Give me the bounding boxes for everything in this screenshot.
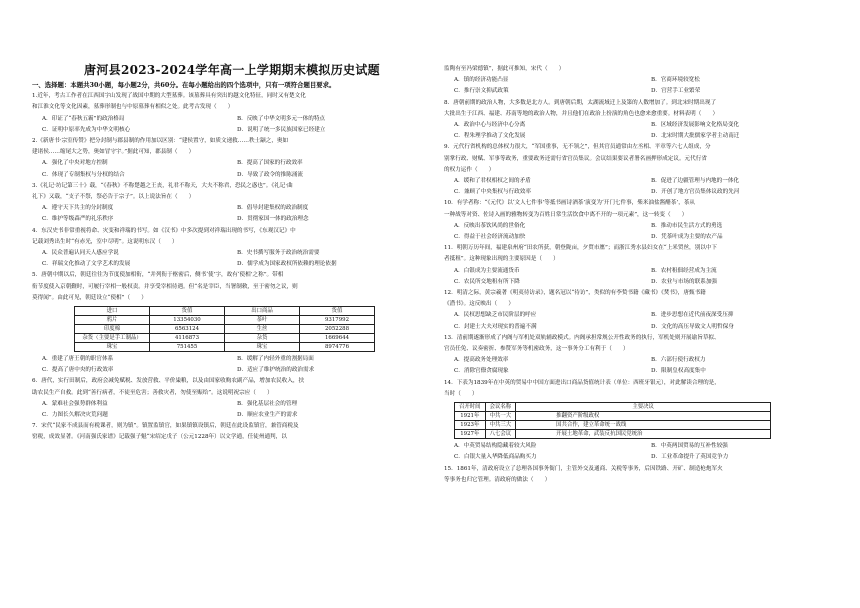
table-cell: 751455	[150, 343, 225, 352]
table-cell: 1669644	[300, 334, 375, 343]
question-line: 建诸侯……缩尾大之势，奥如冒守宇。”据此可知，郡县制（ ）	[32, 149, 195, 156]
question-line: 者抵租”。这种现象出现的主要原因是（ ）	[444, 256, 559, 263]
question-line: 记载刘秀出生时“有赤光，室中尽明”。这说明东汉（ ）	[32, 238, 178, 245]
option: A．民众普遍认同天人感应学说	[42, 250, 119, 257]
table-header-row	[455, 403, 771, 412]
table-cell: 中共三大	[485, 421, 516, 430]
options-group	[444, 120, 848, 142]
options-group	[444, 310, 848, 332]
option: D．说明了统一多民族国家已经建立	[237, 126, 326, 133]
option: C．力图长久解决灾荒问题	[42, 412, 108, 419]
q6-options	[32, 399, 432, 421]
table-cell: 珠宝	[75, 343, 150, 352]
question-line: 和江淮文化等文化因素，墓葬形制也与中原墓葬有相似之处。此考古发现（ ）	[32, 104, 234, 111]
option: B．提高了国家的行政效率	[237, 160, 303, 167]
table-header-cell: 进口	[75, 307, 150, 316]
question-line: 2.《新唐书·宗室传赞》把分封制与郡县制的作用加以区别：“建侯置守，如质文递救……秩士颛之，奥如	[32, 138, 289, 145]
question-line: 8．唐朝前期的政治人物，大多数是北方人。到唐朝后期，太湖流域迁上及第的人数增加了。到北宋时期出现了	[444, 99, 717, 106]
table-cell: 国共合作，建立革命统一战线	[516, 421, 771, 430]
table-cell: 6563124	[150, 325, 225, 334]
option: C．提高了唐中央的行政效率	[42, 367, 114, 374]
table-row	[75, 316, 375, 325]
table-header-cell: 货值	[150, 307, 225, 316]
meeting-table	[454, 402, 771, 439]
question-line: 监陶有至冯梁德镇”，据此可推知，宋代（ ）	[444, 66, 565, 72]
option: A．民权思想缺乏市民阶层的呼应	[454, 312, 537, 319]
option: B．中英两国贸易的互补性较强	[651, 443, 728, 450]
table-cell: 2052288	[300, 325, 375, 334]
table-cell: 4116873	[150, 334, 225, 343]
question-line: 大批出生于江西、福建、苏南等地的政治人物，并且他们在政治上扮演的角色也愈来愈重要。材料表明（ ）	[444, 110, 719, 117]
table-row	[455, 421, 771, 430]
table-cell: 1927年	[455, 430, 486, 439]
table-cell: 鸦片	[75, 316, 150, 325]
option: D．贯彻家国一体的政治理念	[237, 216, 309, 223]
option: B．强化基层社会的管理	[237, 400, 298, 407]
table-row	[75, 325, 375, 334]
question-line: 的权力运作（ ）	[444, 166, 495, 173]
table-cell: 1923年	[455, 421, 486, 430]
question-line: 10．有学者称：“《元代》以‘文人七件事’等抵书画诗酒茶’演变为‘开门七件事，柴米油盐酱醋茶’，茶从	[444, 200, 696, 207]
trade-table	[74, 306, 375, 352]
option: D．北宋时期大批儒家学者主动南迁	[651, 133, 740, 140]
question-line: 官员任免、议奏密折、参赞军务等机密政务，这一事务分工有利于（ ）	[444, 346, 629, 353]
q5-options	[32, 354, 432, 376]
question-line: 当时（ ）	[444, 390, 478, 397]
options-group	[32, 114, 432, 136]
option: C．得益于社会经济流动加快	[454, 234, 526, 241]
question-line: 13．清前期遂渐形成了内阁与军机处双轨辅政模式。内阁承担常规公开性政务的执行，军机处则开展谕旨草拟、	[444, 334, 720, 341]
option: B．进步思想在近代前夜深受压抑	[651, 312, 734, 319]
option: A．提高政务处理效率	[454, 357, 509, 364]
option: B．反映了中华文明多元一体的特点	[237, 115, 326, 122]
option: B．官商环境较宽松	[651, 77, 700, 84]
table-cell: 13354030	[150, 316, 225, 325]
question-line: 助农民生产自救。此到“善行病者，不徒至危害；善救灾者，勿使至赈给”。这说明祝宗应（ ）	[32, 389, 273, 396]
option: C．兼顾了中央集权与行政效率	[454, 189, 531, 196]
option: B．倡导封建集权的政治制度	[237, 205, 309, 212]
question-line: 5．唐朝中期以后，朝廷往往为节度使加相衔，“并列衔于枢密后，侧书‘使’字，故有‘使相’之称”。带相	[32, 272, 284, 279]
left-column	[32, 65, 432, 444]
option: B．史书撰写服务于政治统治需要	[237, 250, 320, 257]
table-cell: 9317992	[300, 316, 375, 325]
question-line: 礼下》又载，“支子不祭，祭必告于宗子”。以上说法旨在（ ）	[32, 194, 195, 201]
table-cell: 印度棉	[75, 325, 150, 334]
option: D．凭茶叶成为主要的农产品	[651, 234, 723, 241]
options-group	[32, 248, 432, 270]
option: A．蒙难社会强势群体利益	[42, 400, 108, 407]
table-cell: 开展土地革命，武装反抗国民党统治	[516, 430, 771, 439]
table-cell: 杂货（主要是手工制品）	[75, 334, 150, 343]
left-question-list	[32, 91, 432, 304]
question-line: 7．宋代“民家不成县而有税课者，则为镇”。镇置监镇官，如果镇镇设镇后，朝廷在此设监镇官，兼管商税及	[32, 423, 299, 430]
option: D．顺应农业生产的需求	[237, 412, 298, 419]
options-group	[444, 266, 848, 288]
question-line: 3.《礼记·坊记第三十》载，“《春秋》不称楚越之王丧，礼君不称天，大夫不称君，恐民之惑也”。《礼记·曲	[32, 182, 293, 189]
right-column	[444, 64, 848, 486]
option: C．证明中原率先成为中华文明核心	[42, 126, 131, 133]
option: B．缓解了内轻外重的割据局面	[237, 356, 314, 363]
option: D．官营手工业繁荣	[651, 88, 701, 95]
option: D．文化的高压导致文人明哲保身	[651, 323, 734, 330]
table-cell: 8974776	[300, 343, 375, 352]
table-cell: 1921年	[455, 412, 486, 421]
table-header-cell: 召开时间	[455, 403, 486, 412]
option: C．体现了专制集权与分权的结合	[42, 171, 125, 178]
option: A．白银成为主要流通货币	[454, 267, 520, 274]
option: C．程朱理学推动了文化发展	[454, 133, 526, 140]
option: D．开创了地方官员集体议政的先河	[651, 189, 740, 196]
table-cell: 茶叶	[225, 316, 300, 325]
option: B．推动市民生活方式的勇选	[651, 222, 723, 229]
question-line: 4．东汉史书非常重视将命、灾变和祥瑞的书写。如《汉书》中多次提到对祥瑞出现的书写，《东观汉记》中	[32, 227, 296, 234]
table-cell: 杂货	[225, 334, 300, 343]
option: D．工业革命提升了英国竞争力	[651, 454, 729, 461]
option: C．祥瑞文化推动了文学艺术的发展	[42, 261, 131, 268]
option: A．反映出茶饮风尚的世俗化	[454, 222, 526, 229]
question-line: 9．元代行省机构的总体权力很大，“军国重事，无不领之”，但其官员通常由左丞相、平章等六七人组成，分	[444, 144, 711, 151]
question-line: 6．唐代，实行田制后，政府会减免赋税、发放营救、平价粜粮，以及由国家收购农副产品，增加农民收入，扶	[32, 378, 305, 385]
option: C．推行崇文抑武政策	[454, 88, 509, 95]
option: A．镇的经济功能凸显	[454, 77, 509, 84]
options-group	[444, 221, 848, 243]
question-line: 15．1861年，清政府设立了总理各国事务衙门，主管外交及通商、关税等事务，后因铁路、开矿、制造枪炮军火	[444, 465, 723, 472]
option: A．缓和了君权相权之间的矛盾	[454, 178, 531, 185]
option: C．消除官僚贪腐现象	[454, 368, 509, 375]
table-cell: 生丝	[225, 325, 300, 334]
option: C．农民所交地租有所下降	[454, 278, 520, 285]
options-group	[32, 203, 432, 225]
table-row	[455, 430, 771, 439]
table-header-row	[75, 307, 375, 316]
table-cell: 中共一大	[485, 412, 516, 421]
option: B．促进了边疆管理与内地的一体化	[651, 178, 740, 185]
option: A．中英贸易结构隐藏着较大风险	[454, 443, 537, 450]
question-line: 12．明清之际，黄宗羲著《明夷待访录》，题名冠以“待访”，类似的有李贽书籍《藏书》《焚书》，唐甄书籍	[444, 290, 706, 297]
question-line: 11．明朝万历年间，福建泉州府“田农所获，朝登陇亩，夕贸市廛”；而浙江秀水县妇女在“上米贸丝，别以中下	[444, 245, 718, 252]
option: D．限制皇权高度集中	[651, 368, 706, 375]
right-question-list	[444, 64, 848, 400]
table-header-cell: 货值	[300, 307, 375, 316]
options-group	[32, 158, 432, 180]
table-header-cell: 会议名称	[485, 403, 516, 412]
question-line: 窑税，成效显著。《河南强氏家谱》记载强子魁“宋绍定戊子（公元1228年）以文学通，任徒州通判，以	[32, 434, 287, 441]
option: A．重建了唐王朝的职官体系	[42, 356, 114, 363]
options-group	[444, 75, 848, 97]
question-line: 等事务也归它管理。清政府的做法（ ）	[444, 476, 551, 483]
options-group	[444, 176, 848, 198]
q14-options	[444, 441, 848, 463]
option: B．六部行使行政权力	[651, 357, 706, 364]
option: D．导致了政令的推陈涌流	[237, 171, 304, 178]
table-cell: 珠宝	[225, 343, 300, 352]
option: A．强化了中央对地方控制	[42, 160, 108, 167]
question-line: 别掌行政、财赋、军事等政务，重要政务还需行省官员集议。会议结果要议者署名画押形成定议。元代行省	[444, 155, 707, 162]
option: A．政治中心与经济中心分离	[454, 122, 526, 129]
option: C．白银大量入华降低商品购买力	[454, 454, 537, 461]
table-cell: 八七会议	[485, 430, 516, 439]
option: C．封建士大夫对现实的普遍不满	[454, 323, 537, 330]
option: B．区域经济发展影响文化格局变化	[651, 122, 740, 129]
table-row	[75, 334, 375, 343]
option: D．农业与市场的联系加强	[651, 278, 718, 285]
question-line: 1.近年，考古工作者在江西国字山发现了战国中期的大型墓葬。该墓葬具有突出的越文化特征，同时又有楚文化	[32, 93, 306, 100]
options-group	[444, 355, 848, 377]
option: A．遵守天下共主的分封制度	[42, 205, 114, 212]
question-line: 一种战等对资、佐诗入画的雅物转变为百姓日常生活饮食中离不开的一项元素”，这一转变（ ）	[444, 211, 688, 218]
page-title: 唐河县2023-2024学年高一上学期期末模拟历史试题	[84, 63, 380, 77]
table-row	[455, 412, 771, 421]
table-header-cell: 主要决议	[516, 403, 771, 412]
option: D．适应了维护统治的政治需求	[237, 367, 315, 374]
table-cell: 推翻资产阶级政权	[516, 412, 771, 421]
question-line: 14．下表为1839年在中英的贸易中中国方面进出口商品货值统计表（单位：西班牙银元），对此解读合理的是，	[444, 379, 720, 386]
option: C．维护等级森严的礼乐秩序	[42, 216, 114, 223]
question-line: 《潜书》。这反映出（ ）	[444, 301, 514, 308]
option: B．农村租佃经营成为主流	[651, 267, 717, 274]
section-heading: 一、选择题：本题共30小题，每小题2分，共60分。在每小题给出的四个选项中，只有一项符合题目要求。	[32, 81, 336, 90]
question-line: 莫得闻”。由此可见，朝廷设立“使相”（ ）	[32, 294, 147, 301]
option: D．儒学成为国家政权所依赖的理论依据	[237, 261, 337, 268]
option: A．印证了“春秋五霸”的政治格局	[42, 115, 125, 122]
table-row	[75, 343, 375, 352]
table-header-cell: 出口商品	[225, 307, 300, 316]
question-line: 衔节度使入京朝觐时，可履行宰相一般权责。并享受宰相待遇。但“名是宰臣，当署制敕，至于密勿之议，则	[32, 283, 298, 290]
